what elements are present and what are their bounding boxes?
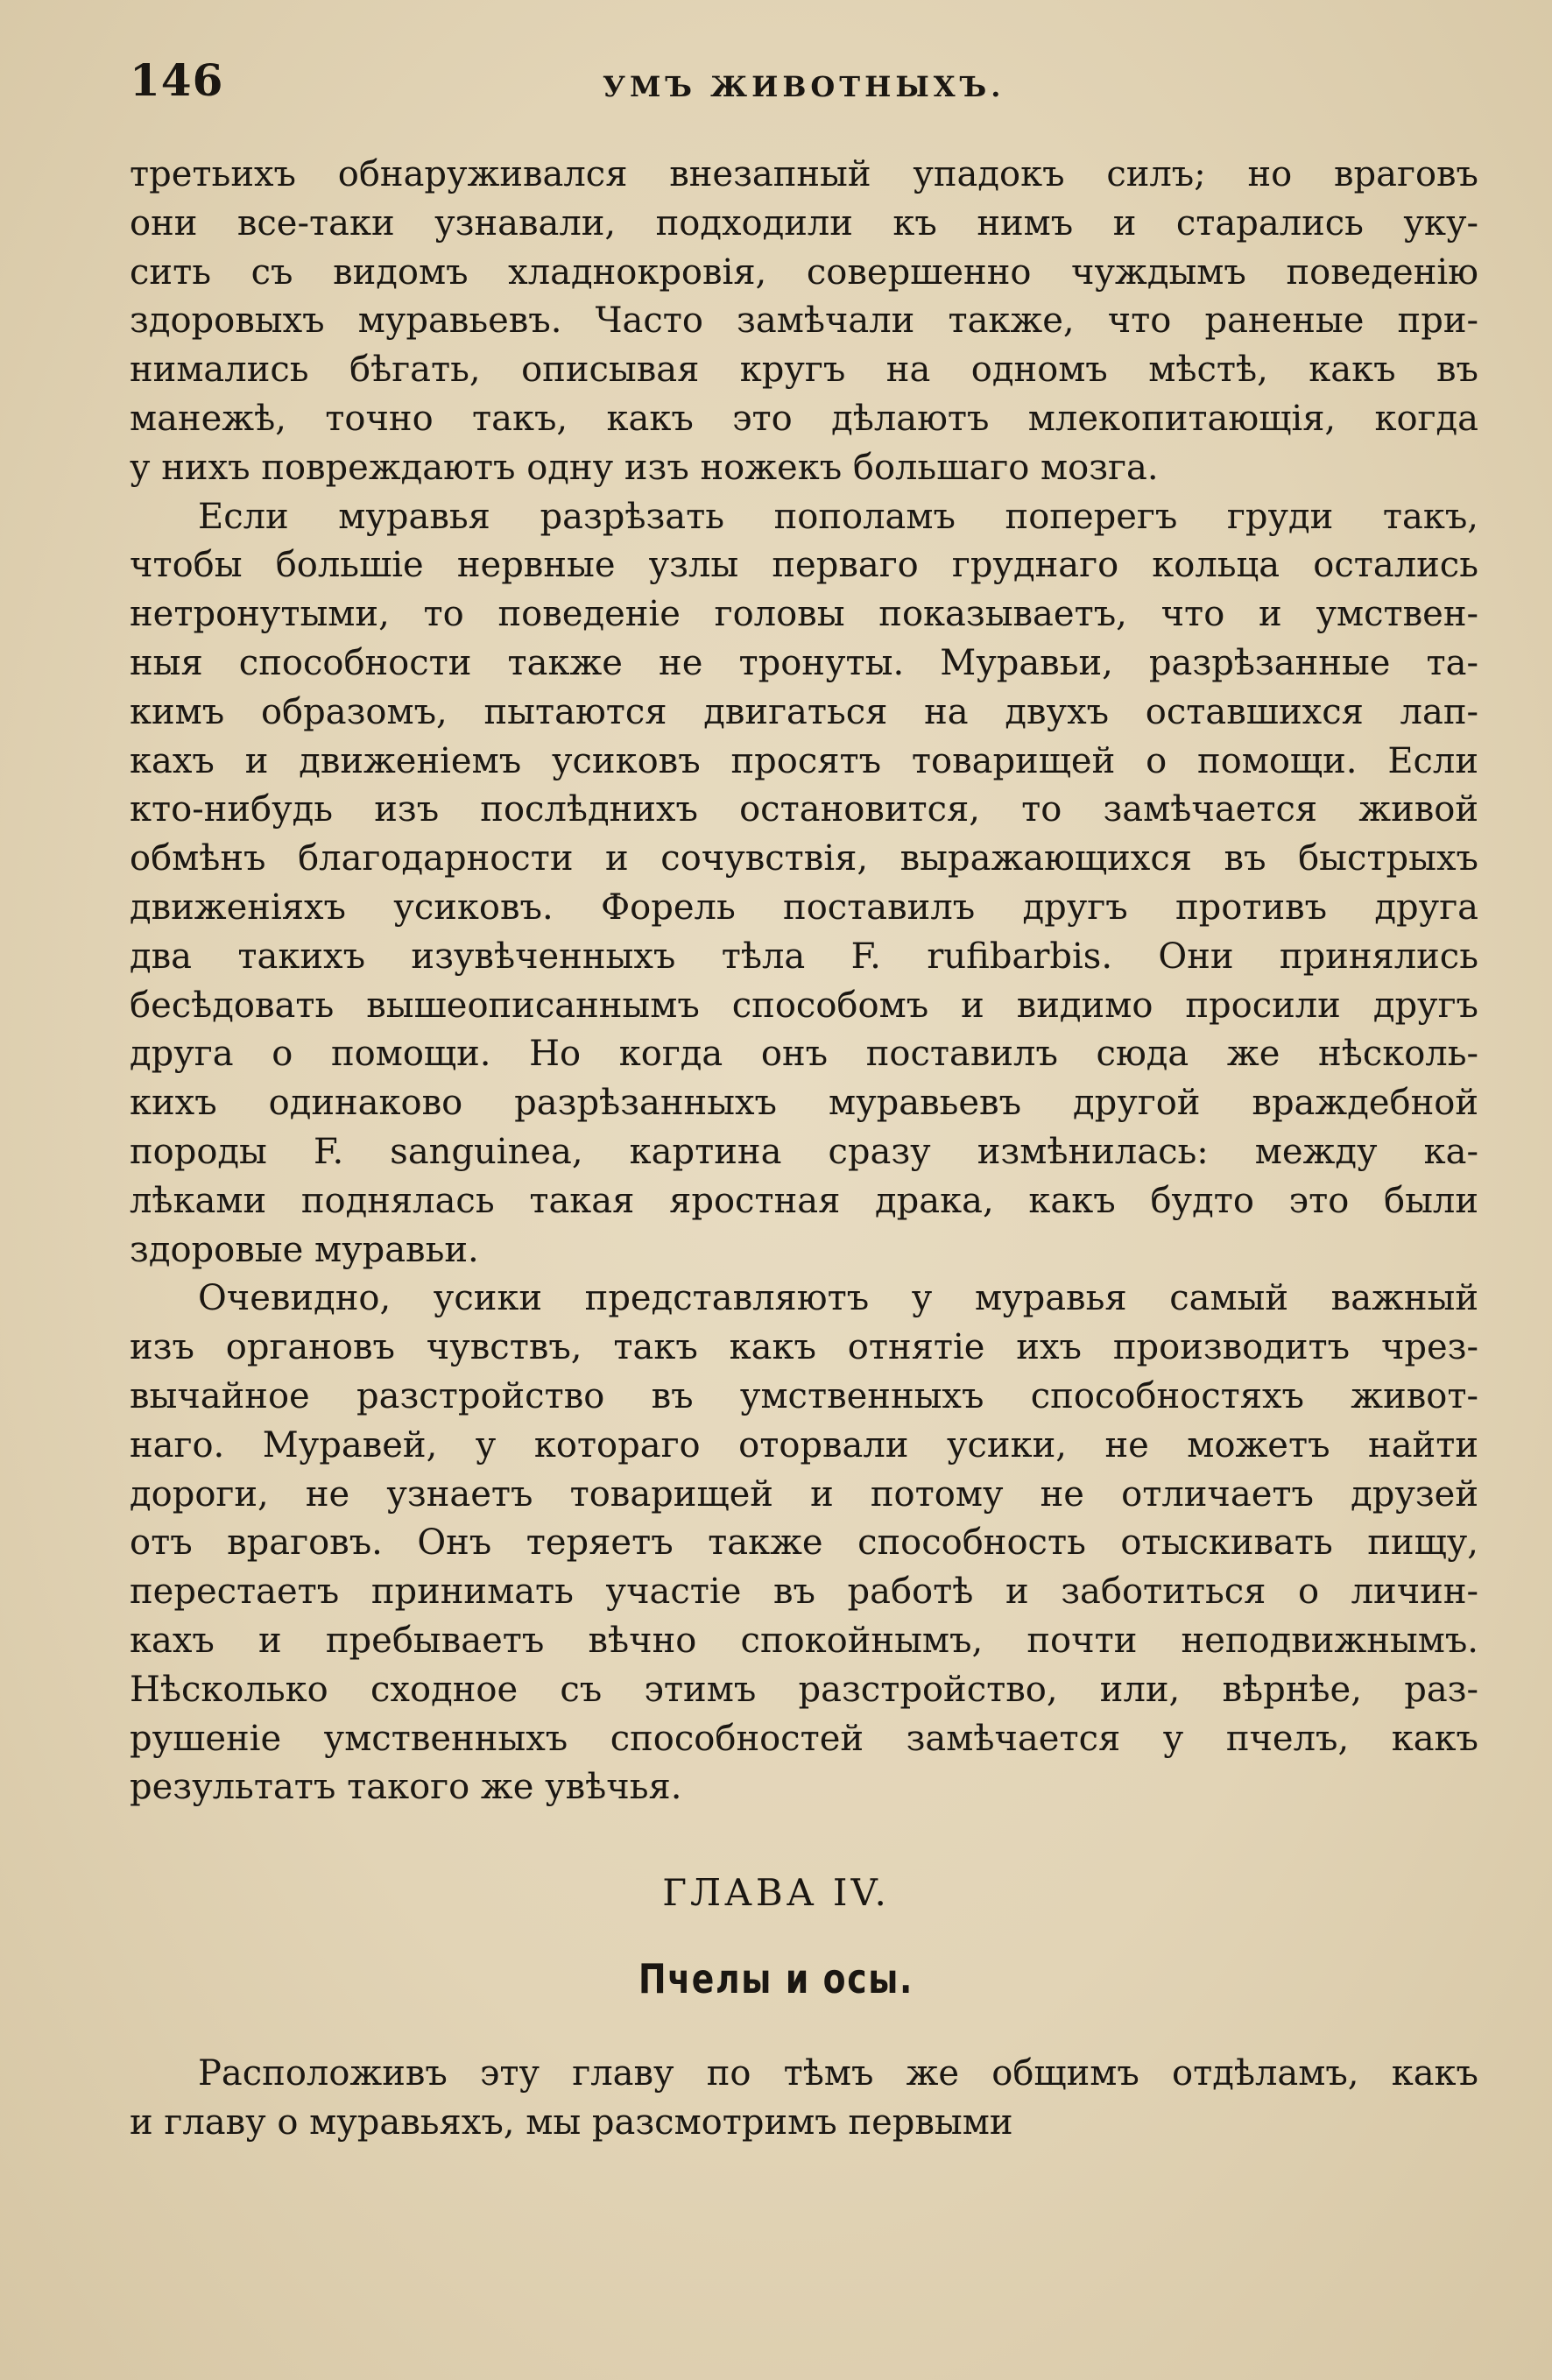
text-line: два такихъ изувѣченныхъ тѣла F. rufibarbis. Они принялись <box>130 936 1478 977</box>
text-line: здоровые муравьи. <box>130 1229 479 1270</box>
text-line: обмѣнъ благодарности и сочувствія, выражающихся въ быстрыхъ <box>130 838 1478 879</box>
text-line: у нихъ повреждаютъ одну изъ ножекъ большаго мозга. <box>130 447 1159 488</box>
text-line: ныя способности также не тронуты. Муравьи, разрѣзанные та- <box>130 642 1478 683</box>
text-line: движеніяхъ усиковъ. Форель поставилъ другъ противъ друга <box>130 886 1478 928</box>
text-line: манежѣ, точно такъ, какъ это дѣлаютъ млекопитающія, когда <box>130 398 1478 439</box>
text-line: кто-нибудь изъ послѣднихъ остановится, то замѣчается живой <box>130 789 1478 830</box>
text-line: рушеніе умственныхъ способностей замѣчается у пчелъ, какъ <box>130 1718 1478 1759</box>
page-number: 146 <box>130 54 224 106</box>
page-header <box>130 54 1478 116</box>
text-line: сить съ видомъ хладнокровія, совершенно чуждымъ поведенію <box>130 251 1478 293</box>
text-line: Расположивъ эту главу по тѣмъ же общимъ отдѣламъ, какъ <box>198 2053 1478 2094</box>
chapter-opening-text <box>130 2050 1478 2148</box>
text-line: кахъ и пребываетъ вѣчно спокойнымъ, почти неподвижнымъ. <box>130 1620 1478 1661</box>
text-line: кахъ и движеніемъ усиковъ просятъ товарищей о помощи. Если <box>130 740 1478 781</box>
text-line: изъ органовъ чувствъ, такъ какъ отнятіе ихъ производитъ чрез- <box>130 1327 1478 1368</box>
text-line: кимъ образомъ, пытаются двигаться на двухъ оставшихся лап- <box>130 691 1478 732</box>
text-line: и главу о муравьяхъ, мы разсмотримъ первыми <box>130 2101 1013 2143</box>
text-line: третьихъ обнаруживался внезапный упадокъ силъ; но враговъ <box>130 154 1478 194</box>
text-line: нимались бѣгать, описывая кругъ на одномъ мѣстѣ, какъ въ <box>130 350 1478 391</box>
text-line: отъ враговъ. Онъ теряетъ также способность отыскивать пищу, <box>130 1522 1478 1564</box>
chapter-number: ГЛАВА IV. <box>662 1871 890 1914</box>
running-head: УМЪ ЖИВОТНЫХЪ. <box>603 70 1005 103</box>
text-line: наго. Муравей, у котораго оторвали усики, не можетъ найти <box>130 1424 1478 1465</box>
text-line: лѣками поднялась такая яростная драка, какъ будто это были <box>130 1180 1478 1221</box>
text-line: Нѣсколько сходное съ этимъ разстройство, или, вѣрнѣе, раз- <box>130 1669 1478 1710</box>
chapter-title: Пчелы и осы. <box>638 1955 914 2002</box>
text-line: здоровыхъ муравьевъ. Часто замѣчали также, что раненые при- <box>130 300 1478 342</box>
text-line: вычайное разстройство въ умственныхъ способностяхъ живот- <box>130 1375 1478 1416</box>
text-line: перестаетъ принимать участіе въ работѣ и заботиться о личин- <box>130 1571 1478 1613</box>
text-line: нетронутыми, то поведеніе головы показываетъ, что и умствен- <box>130 594 1478 635</box>
text-line: Очевидно, усики представляютъ у муравья самый важный <box>198 1278 1478 1319</box>
text-line: дороги, не узнаетъ товарищей и потому не отличаетъ друзей <box>130 1473 1478 1515</box>
text-line: друга о помощи. Но когда онъ поставилъ сюда же нѣсколь- <box>130 1034 1478 1075</box>
body-text <box>130 151 1478 1812</box>
text-line: они все-таки узнавали, подходили къ нимъ и старались уку- <box>130 202 1478 244</box>
text-line: результатъ такого же увѣчья. <box>130 1767 682 1808</box>
text-line: породы F. sanguinea, картина сразу измѣнилась: между ка- <box>130 1131 1478 1172</box>
text-line: Если муравья разрѣзать пополамъ поперегъ груди такъ, <box>198 496 1478 537</box>
text-line: кихъ одинаково разрѣзанныхъ муравьевъ другой враждебной <box>130 1083 1478 1124</box>
text-line: чтобы большіе нервные узлы перваго груднаго кольца остались <box>130 545 1478 586</box>
text-line: бесѣдовать вышеописаннымъ способомъ и видимо просили другъ <box>130 985 1478 1026</box>
